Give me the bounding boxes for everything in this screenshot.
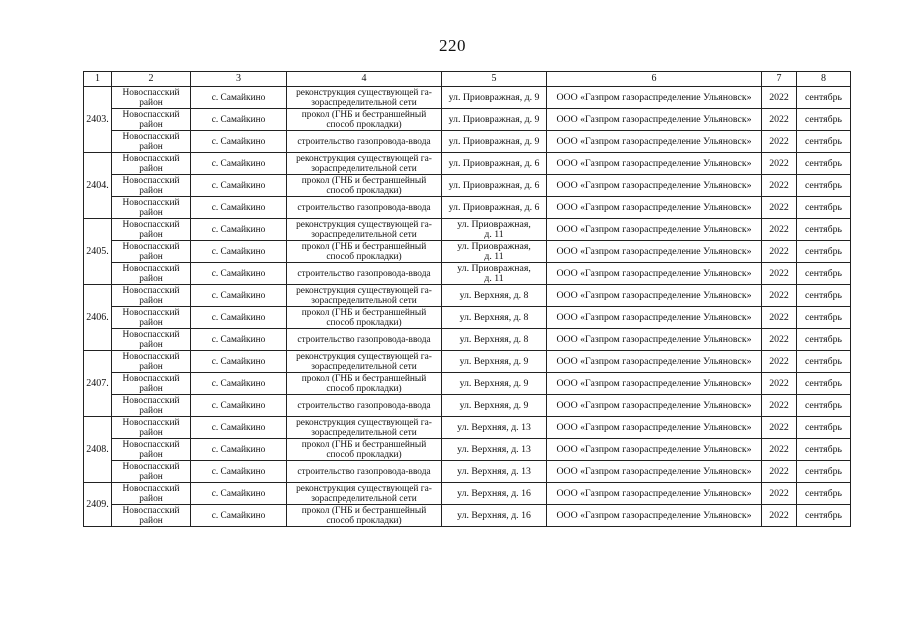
settlement-cell: с. Самайкино	[191, 153, 287, 175]
entry-number: 2406.	[84, 285, 112, 351]
address-cell	[442, 461, 547, 483]
district-cell	[112, 153, 191, 175]
work-type-cell-line: прокол (ГНБ и бестраншейный	[301, 439, 427, 450]
work-type-cell	[287, 219, 442, 241]
address-cell	[442, 219, 547, 241]
year-cell: 2022	[762, 395, 797, 417]
month-cell: сентябрь	[797, 175, 851, 197]
address-cell-line: ул. Верхняя, д. 8	[459, 333, 529, 345]
organization-cell: ООО «Газпром газораспределение Ульяновск»	[547, 175, 762, 197]
address-cell-line: д. 11	[484, 250, 504, 262]
district-cell	[112, 175, 191, 197]
table-row	[84, 505, 851, 527]
district-cell-line: район	[139, 493, 163, 504]
entry-number: 2408.	[84, 417, 112, 483]
work-type-cell-line: зораспределительной сети	[311, 163, 417, 174]
work-type-cell	[287, 505, 442, 527]
column-header-2: 2	[112, 72, 191, 87]
organization-cell: ООО «Газпром газораспределение Ульяновск»	[547, 461, 762, 483]
work-type-cell	[287, 307, 442, 329]
work-type-cell-line: зораспределительной сети	[311, 361, 417, 372]
month-cell: сентябрь	[797, 395, 851, 417]
column-header-5: 5	[442, 72, 547, 87]
month-cell: сентябрь	[797, 197, 851, 219]
address-cell	[442, 109, 547, 131]
work-type-cell	[287, 351, 442, 373]
district-cell-line: район	[139, 119, 163, 130]
address-cell	[442, 241, 547, 263]
month-cell: сентябрь	[797, 109, 851, 131]
work-type-cell-line: прокол (ГНБ и бестраншейный	[301, 505, 427, 516]
organization-cell: ООО «Газпром газораспределение Ульяновск»	[547, 87, 762, 109]
organization-cell: ООО «Газпром газораспределение Ульяновск»	[547, 373, 762, 395]
district-cell-line: Новоспасский	[122, 263, 180, 274]
column-header-3: 3	[191, 72, 287, 87]
district-cell-line: район	[139, 383, 163, 394]
entry-number: 2403.	[84, 87, 112, 153]
organization-cell: ООО «Газпром газораспределение Ульяновск»	[547, 263, 762, 285]
address-cell-line: ул. Приовражная, д. 6	[448, 179, 540, 191]
organization-cell: ООО «Газпром газораспределение Ульяновск»	[547, 483, 762, 505]
work-type-cell-line: способ прокладки)	[326, 317, 402, 328]
address-cell-line: д. 11	[484, 228, 504, 240]
entry-number: 2407.	[84, 351, 112, 417]
district-cell-line: район	[139, 97, 163, 108]
settlement-cell: с. Самайкино	[191, 483, 287, 505]
organization-cell: ООО «Газпром газораспределение Ульяновск»	[547, 241, 762, 263]
district-cell-line: Новоспасский	[122, 131, 180, 142]
district-cell-line: район	[139, 295, 163, 306]
district-cell-line: Новоспасский	[122, 417, 180, 428]
district-cell-line: Новоспасский	[122, 285, 180, 296]
year-cell: 2022	[762, 483, 797, 505]
address-cell-line: ул. Верхняя, д. 16	[457, 487, 531, 499]
address-cell	[442, 285, 547, 307]
work-type-cell-line: зораспределительной сети	[311, 427, 417, 438]
year-cell: 2022	[762, 285, 797, 307]
address-cell-line: ул. Верхняя, д. 13	[457, 443, 531, 455]
work-type-cell-line: реконструкция существующей га-	[296, 285, 432, 296]
table-body	[84, 87, 851, 527]
year-cell: 2022	[762, 351, 797, 373]
work-type-cell-line: прокол (ГНБ и бестраншейный	[301, 241, 427, 252]
work-type-cell-line: способ прокладки)	[326, 185, 402, 196]
address-cell-line: ул. Приовражная, д. 9	[448, 135, 540, 147]
year-cell: 2022	[762, 241, 797, 263]
organization-cell: ООО «Газпром газораспределение Ульяновск»	[547, 395, 762, 417]
organization-cell: ООО «Газпром газораспределение Ульяновск»	[547, 439, 762, 461]
settlement-cell: с. Самайкино	[191, 131, 287, 153]
work-type-cell-line: способ прокладки)	[326, 449, 402, 460]
district-cell	[112, 285, 191, 307]
district-cell	[112, 131, 191, 153]
address-cell	[442, 153, 547, 175]
column-header-6: 6	[547, 72, 762, 87]
month-cell: сентябрь	[797, 87, 851, 109]
work-type-cell-line: реконструкция существующей га-	[296, 219, 432, 230]
work-type-cell	[287, 263, 442, 285]
table-row	[84, 439, 851, 461]
year-cell: 2022	[762, 505, 797, 527]
work-type-cell	[287, 87, 442, 109]
settlement-cell: с. Самайкино	[191, 329, 287, 351]
organization-cell: ООО «Газпром газораспределение Ульяновск»	[547, 505, 762, 527]
district-cell-line: Новоспасский	[122, 87, 180, 98]
district-cell-line: район	[139, 207, 163, 218]
organization-cell: ООО «Газпром газораспределение Ульяновск»	[547, 351, 762, 373]
entry-number: 2405.	[84, 219, 112, 285]
work-type-cell	[287, 153, 442, 175]
district-cell-line: Новоспасский	[122, 241, 180, 252]
district-cell-line: район	[139, 405, 163, 416]
month-cell: сентябрь	[797, 439, 851, 461]
work-type-cell-line: строительство газопровода-ввода	[297, 202, 431, 213]
address-cell-line: ул. Верхняя, д. 9	[459, 377, 529, 389]
table-row	[84, 307, 851, 329]
address-cell-line: ул. Приовражная, д. 6	[448, 201, 540, 213]
address-cell-line: ул. Верхняя, д. 9	[459, 355, 529, 367]
district-cell-line: Новоспасский	[122, 395, 180, 406]
settlement-cell: с. Самайкино	[191, 241, 287, 263]
address-cell	[442, 373, 547, 395]
district-cell	[112, 351, 191, 373]
district-cell	[112, 505, 191, 527]
address-cell-line: ул. Верхняя, д. 13	[457, 421, 531, 433]
work-type-cell	[287, 395, 442, 417]
work-type-cell-line: строительство газопровода-ввода	[297, 136, 431, 147]
entry-number: 2409.	[84, 483, 112, 527]
month-cell: сентябрь	[797, 241, 851, 263]
district-cell-line: район	[139, 427, 163, 438]
district-cell-line: район	[139, 185, 163, 196]
settlement-cell: с. Самайкино	[191, 395, 287, 417]
work-type-cell	[287, 439, 442, 461]
district-cell	[112, 263, 191, 285]
address-cell-line: ул. Приовражная,	[457, 262, 531, 274]
address-cell-line: ул. Приовражная, д. 6	[448, 157, 540, 169]
work-type-cell-line: способ прокладки)	[326, 119, 402, 130]
month-cell: сентябрь	[797, 351, 851, 373]
work-type-cell-line: реконструкция существующей га-	[296, 483, 432, 494]
organization-cell: ООО «Газпром газораспределение Ульяновск»	[547, 417, 762, 439]
settlement-cell: с. Самайкино	[191, 461, 287, 483]
table-row	[84, 197, 851, 219]
table-row	[84, 175, 851, 197]
organization-cell: ООО «Газпром газораспределение Ульяновск»	[547, 219, 762, 241]
work-type-cell	[287, 417, 442, 439]
month-cell: сентябрь	[797, 263, 851, 285]
district-cell-line: Новоспасский	[122, 153, 180, 164]
month-cell: сентябрь	[797, 483, 851, 505]
district-cell	[112, 417, 191, 439]
district-cell-line: Новоспасский	[122, 175, 180, 186]
work-type-cell-line: прокол (ГНБ и бестраншейный	[301, 373, 427, 384]
settlement-cell: с. Самайкино	[191, 439, 287, 461]
district-cell-line: Новоспасский	[122, 351, 180, 362]
district-cell	[112, 373, 191, 395]
district-cell-line: Новоспасский	[122, 461, 180, 472]
table-row	[84, 87, 851, 109]
table-row	[84, 285, 851, 307]
settlement-cell: с. Самайкино	[191, 175, 287, 197]
settlement-cell: с. Самайкино	[191, 109, 287, 131]
district-cell-line: Новоспасский	[122, 505, 180, 516]
year-cell: 2022	[762, 109, 797, 131]
district-cell-line: район	[139, 251, 163, 262]
work-type-cell-line: способ прокладки)	[326, 515, 402, 526]
district-cell-line: район	[139, 515, 163, 526]
table-row	[84, 219, 851, 241]
district-cell-line: район	[139, 361, 163, 372]
work-type-cell-line: реконструкция существующей га-	[296, 87, 432, 98]
settlement-cell: с. Самайкино	[191, 307, 287, 329]
address-cell-line: ул. Приовражная,	[457, 218, 531, 230]
district-cell	[112, 307, 191, 329]
settlement-cell: с. Самайкино	[191, 505, 287, 527]
district-cell-line: район	[139, 273, 163, 284]
year-cell: 2022	[762, 307, 797, 329]
address-cell-line: ул. Верхняя, д. 13	[457, 465, 531, 477]
district-cell-line: Новоспасский	[122, 197, 180, 208]
address-cell	[442, 329, 547, 351]
district-cell-line: Новоспасский	[122, 307, 180, 318]
address-cell	[442, 351, 547, 373]
district-cell	[112, 395, 191, 417]
district-cell	[112, 241, 191, 263]
organization-cell: ООО «Газпром газораспределение Ульяновск»	[547, 285, 762, 307]
district-cell	[112, 197, 191, 219]
page-number: 220	[439, 36, 466, 55]
work-type-cell	[287, 241, 442, 263]
month-cell: сентябрь	[797, 461, 851, 483]
settlement-cell: с. Самайкино	[191, 263, 287, 285]
address-cell	[442, 439, 547, 461]
address-cell	[442, 307, 547, 329]
year-cell: 2022	[762, 373, 797, 395]
table-row	[84, 461, 851, 483]
settlement-cell: с. Самайкино	[191, 373, 287, 395]
district-cell-line: район	[139, 163, 163, 174]
organization-cell: ООО «Газпром газораспределение Ульяновск»	[547, 131, 762, 153]
work-type-cell-line: прокол (ГНБ и бестраншейный	[301, 307, 427, 318]
column-header-4: 4	[287, 72, 442, 87]
address-cell	[442, 395, 547, 417]
year-cell: 2022	[762, 461, 797, 483]
address-cell-line: ул. Верхняя, д. 9	[459, 399, 529, 411]
work-type-cell-line: способ прокладки)	[326, 251, 402, 262]
table-row	[84, 109, 851, 131]
organization-cell: ООО «Газпром газораспределение Ульяновск»	[547, 109, 762, 131]
work-type-cell-line: строительство газопровода-ввода	[297, 268, 431, 279]
table-row	[84, 483, 851, 505]
district-cell-line: район	[139, 449, 163, 460]
table-row	[84, 351, 851, 373]
table-row	[84, 373, 851, 395]
work-type-cell	[287, 483, 442, 505]
address-cell-line: ул. Приовражная,	[457, 240, 531, 252]
district-cell	[112, 439, 191, 461]
work-type-cell-line: реконструкция существующей га-	[296, 417, 432, 428]
entry-number: 2404.	[84, 153, 112, 219]
settlement-cell: с. Самайкино	[191, 351, 287, 373]
district-cell-line: Новоспасский	[122, 483, 180, 494]
year-cell: 2022	[762, 131, 797, 153]
district-cell	[112, 461, 191, 483]
organization-cell: ООО «Газпром газораспределение Ульяновск»	[547, 329, 762, 351]
column-header-1: 1	[84, 72, 112, 87]
month-cell: сентябрь	[797, 285, 851, 307]
column-header-8: 8	[797, 72, 851, 87]
data-table	[83, 71, 851, 527]
month-cell: сентябрь	[797, 329, 851, 351]
month-cell: сентябрь	[797, 307, 851, 329]
column-header-7: 7	[762, 72, 797, 87]
month-cell: сентябрь	[797, 153, 851, 175]
work-type-cell	[287, 197, 442, 219]
work-type-cell-line: зораспределительной сети	[311, 295, 417, 306]
district-cell	[112, 219, 191, 241]
organization-cell: ООО «Газпром газораспределение Ульяновск»	[547, 307, 762, 329]
year-cell: 2022	[762, 263, 797, 285]
work-type-cell-line: зораспределительной сети	[311, 229, 417, 240]
work-type-cell-line: зораспределительной сети	[311, 97, 417, 108]
organization-cell: ООО «Газпром газораспределение Ульяновск»	[547, 197, 762, 219]
table-row	[84, 153, 851, 175]
month-cell: сентябрь	[797, 131, 851, 153]
month-cell: сентябрь	[797, 373, 851, 395]
work-type-cell	[287, 109, 442, 131]
year-cell: 2022	[762, 417, 797, 439]
settlement-cell: с. Самайкино	[191, 417, 287, 439]
work-type-cell	[287, 131, 442, 153]
work-type-cell	[287, 373, 442, 395]
organization-cell: ООО «Газпром газораспределение Ульяновск»	[547, 153, 762, 175]
district-cell-line: район	[139, 317, 163, 328]
month-cell: сентябрь	[797, 505, 851, 527]
work-type-cell-line: строительство газопровода-ввода	[297, 400, 431, 411]
district-cell-line: район	[139, 229, 163, 240]
table-row	[84, 329, 851, 351]
work-type-cell-line: способ прокладки)	[326, 383, 402, 394]
address-cell	[442, 505, 547, 527]
month-cell: сентябрь	[797, 417, 851, 439]
work-type-cell-line: реконструкция существующей га-	[296, 153, 432, 164]
district-cell-line: район	[139, 471, 163, 482]
district-cell-line: Новоспасский	[122, 329, 180, 340]
address-cell	[442, 417, 547, 439]
settlement-cell: с. Самайкино	[191, 87, 287, 109]
address-cell-line: д. 11	[484, 272, 504, 284]
address-cell	[442, 483, 547, 505]
address-cell-line: ул. Верхняя, д. 8	[459, 311, 529, 323]
address-cell-line: ул. Приовражная, д. 9	[448, 113, 540, 125]
year-cell: 2022	[762, 87, 797, 109]
settlement-cell: с. Самайкино	[191, 219, 287, 241]
year-cell: 2022	[762, 175, 797, 197]
settlement-cell: с. Самайкино	[191, 285, 287, 307]
work-type-cell-line: прокол (ГНБ и бестраншейный	[301, 109, 427, 120]
work-type-cell	[287, 175, 442, 197]
address-cell-line: ул. Верхняя, д. 16	[457, 509, 531, 521]
month-cell: сентябрь	[797, 219, 851, 241]
district-cell-line: Новоспасский	[122, 439, 180, 450]
address-cell	[442, 175, 547, 197]
work-type-cell-line: строительство газопровода-ввода	[297, 466, 431, 477]
table-row	[84, 241, 851, 263]
work-type-cell-line: строительство газопровода-ввода	[297, 334, 431, 345]
table-row	[84, 263, 851, 285]
year-cell: 2022	[762, 439, 797, 461]
district-cell-line: район	[139, 339, 163, 350]
work-type-cell	[287, 285, 442, 307]
year-cell: 2022	[762, 329, 797, 351]
district-cell-line: Новоспасский	[122, 109, 180, 120]
district-cell	[112, 109, 191, 131]
header-row	[84, 72, 851, 87]
district-cell	[112, 87, 191, 109]
district-cell	[112, 329, 191, 351]
district-cell-line: район	[139, 141, 163, 152]
district-cell	[112, 483, 191, 505]
table-row	[84, 395, 851, 417]
work-type-cell	[287, 329, 442, 351]
district-cell-line: Новоспасский	[122, 373, 180, 384]
year-cell: 2022	[762, 197, 797, 219]
address-cell	[442, 87, 547, 109]
table-row	[84, 417, 851, 439]
address-cell-line: ул. Приовражная, д. 9	[448, 91, 540, 103]
table-row	[84, 131, 851, 153]
year-cell: 2022	[762, 219, 797, 241]
address-cell	[442, 197, 547, 219]
year-cell: 2022	[762, 153, 797, 175]
district-cell-line: Новоспасский	[122, 219, 180, 230]
work-type-cell-line: прокол (ГНБ и бестраншейный	[301, 175, 427, 186]
address-cell	[442, 263, 547, 285]
work-type-cell-line: зораспределительной сети	[311, 493, 417, 504]
address-cell-line: ул. Верхняя, д. 8	[459, 289, 529, 301]
address-cell	[442, 131, 547, 153]
work-type-cell-line: реконструкция существующей га-	[296, 351, 432, 362]
work-type-cell	[287, 461, 442, 483]
settlement-cell: с. Самайкино	[191, 197, 287, 219]
